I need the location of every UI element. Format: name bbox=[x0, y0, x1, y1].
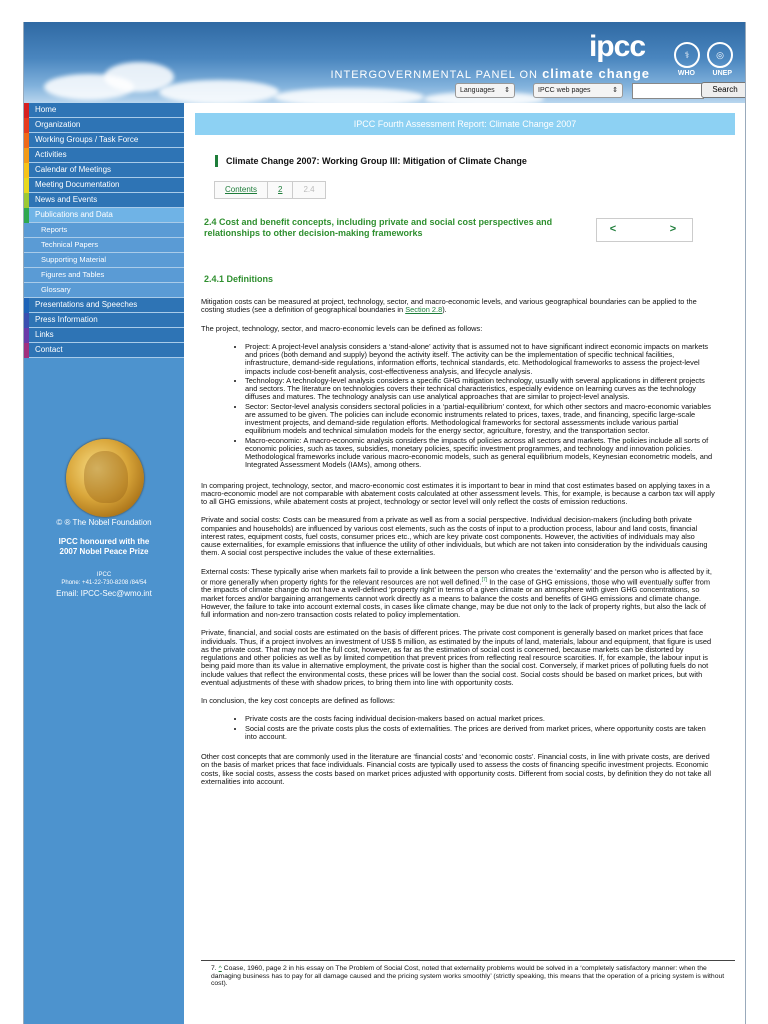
sidebar-item-presentations-and-speeches[interactable] bbox=[24, 298, 184, 313]
list-item: • Project: A project-level analysis considers a ‘stand-alone’ activity that is assumed not to have significant indirect economic impacts on markets and prices (both demand and supply) beyond the activity itself. The activity can be the implementation of specific technical facilities, infrastructure, demand-side regulations, information efforts, technical standards, etc. Methodological frameworks to assess the project-level impacts include cost-benefit analysis, cost-effectiveness analysis, and lifecycle analysis. bbox=[245, 343, 715, 376]
who-emblem-icon: ⚕ bbox=[674, 42, 700, 68]
nobel-honour-line2: 2007 Nobel Peace Prize bbox=[59, 547, 149, 556]
paragraph: Other cost concepts that are commonly used in the literature are ‘financial costs’ and ‘economic costs’. Financial costs, in line with private costs, are derived on the basis of market prices that face individuals. Financial costs are typically used to assess the costs of financing specific investment projects. Economic costs, like social costs, assess the costs based on market prices adjusted with opportunity costs. Different from social costs, by definition they do not take all externalities into account. bbox=[201, 752, 712, 786]
levels-list bbox=[201, 343, 715, 470]
sidebar-item-label: News and Events bbox=[35, 195, 98, 204]
paragraph-text: Mitigation costs can be measured at project, technology, sector, and macro-economic levels, and various geographical boundaries can be applied to the costing studies (see a definition of geographical boundaries in bbox=[201, 297, 697, 315]
sidebar bbox=[24, 103, 184, 1024]
sidebar-item-publications-and-data[interactable] bbox=[24, 208, 184, 223]
header-banner bbox=[24, 22, 745, 103]
report-title: IPCC Fourth Assessment Report: Climate Change 2007 bbox=[195, 113, 735, 135]
paragraph-text: External costs: These typically arise when markets fail to provide a link between the person who creates the ‘externality’ and the person who is affected by it, or more generally when property rights for the relevant resources are not well defined. bbox=[201, 566, 712, 587]
languages-select[interactable] bbox=[455, 83, 515, 98]
sidebar-subitem-reports[interactable] bbox=[24, 223, 184, 238]
sidebar-item-label: Links bbox=[35, 330, 54, 339]
sidebar-subitem-supporting-material[interactable] bbox=[24, 253, 184, 268]
paragraph: Private, financial, and social costs are estimated on the basis of different prices. The private cost component is generally based on market prices that face individuals. Thus, if a project involves an investment of US$ 5 million, as estimated by the inputs of land, materials, labour and equipment, that figure is used as the private cost. That may not be the full cost, however, as far as the estimation of social cost is concerned, because markets can be distorted by regulations and other policies as well as by limited competition that prevent prices from reflecting real resource scarcities. If, for example, the labour input is being paid more than its value in alternative employment, the private cost is higher than the social cost. Conversely, if market prices of polluting fuels do not include values that reflect the environmental costs, these prices will be lower than the social cost. Social costs should be based on market prices, but with eventual adjustments of these with shadow prices, to bring them into line with opportunity costs. bbox=[201, 628, 712, 687]
sidebar-subnav bbox=[24, 223, 184, 298]
sidebar-subitem-glossary[interactable] bbox=[24, 283, 184, 298]
sidebar-item-label: Activities bbox=[35, 150, 67, 159]
sidebar-subitem-figures-and-tables[interactable] bbox=[24, 268, 184, 283]
nav-color-stripe bbox=[24, 313, 29, 328]
sidebar-item-label: Figures and Tables bbox=[41, 270, 105, 279]
sidebar-item-activities[interactable] bbox=[24, 148, 184, 163]
paragraph bbox=[201, 568, 715, 620]
web-pages-label: IPCC web pages bbox=[538, 87, 591, 94]
paragraph: In conclusion, the key cost concepts are defined as follows: bbox=[201, 696, 395, 706]
nobel-medal-image bbox=[66, 439, 144, 517]
breadcrumb bbox=[214, 181, 325, 199]
nav-color-stripe bbox=[24, 328, 29, 343]
nobel-credit: © ® The Nobel Foundation bbox=[56, 518, 152, 527]
breadcrumb-current: 2.4 bbox=[292, 181, 325, 199]
footnote-back-link[interactable]: ^ bbox=[218, 965, 222, 972]
list-item: • Macro-economic: A macro-economic analysis considers the impacts of policies across all sectors and markets. The policies include all sorts of economic policies, such as taxes, subsidies, monetary policies, specific investment programmes, and technology and innovation policies. Methodological frameworks include various macro-economic models, such as general equilibrium models, Keynesian econometric models, and Integrated Assessment Models (IAMs), among others. bbox=[245, 437, 715, 470]
unep-emblem-icon: ◎ bbox=[707, 42, 733, 68]
breadcrumb-item[interactable] bbox=[267, 181, 293, 199]
org-name bbox=[330, 66, 650, 81]
nav-color-stripe bbox=[24, 103, 29, 118]
contact-email-link[interactable]: Email: IPCC-Sec@wmo.int bbox=[56, 589, 152, 598]
breadcrumb-item[interactable] bbox=[214, 181, 268, 199]
list-item: • Social costs are the private costs plus the costs of externalities. The prices are derived from market prices, where opportunity costs are taken into account. bbox=[245, 725, 715, 742]
page-frame bbox=[23, 22, 746, 1024]
who-label: WHO bbox=[677, 70, 695, 77]
search-input[interactable] bbox=[632, 83, 704, 99]
list-item: • Technology: A technology-level analysis considers a specific GHG mitigation technology, usually with several applications in different projects and sectors. The literature on technologies covers their technical characteristics, especially evidence on learning curves as the technology diffuses and matures. The technology analysis can use analytical approaches that are similar to project-level analysis. bbox=[245, 377, 715, 402]
section-link[interactable]: Section 2.8 bbox=[405, 305, 443, 315]
list-item: • Sector: Sector-level analysis considers sectoral policies in a ‘partial-equilibrium’ context, for which other sectors and macro-economic variables are assumed to be given. The policies can include economic instruments related to prices, taxes, trade, and financing, specific large-scale investment projects, and demand-side regulation efforts. Methodological frameworks for sectoral assessments include various partial equilibrium models and technical simulation models for the energy sector, agriculture, forestry, and the transportation sector. bbox=[245, 403, 715, 436]
working-group-title: Climate Change 2007: Working Group III: Mitigation of Climate Change bbox=[215, 155, 527, 167]
sidebar-subitem-technical-papers[interactable] bbox=[24, 238, 184, 253]
contact-org: IPCC bbox=[96, 572, 112, 578]
sidebar-item-label: Supporting Material bbox=[41, 255, 107, 264]
sidebar-item-press-information[interactable] bbox=[24, 313, 184, 328]
nav-color-stripe bbox=[24, 343, 29, 358]
chevron-updown-icon: ⇕ bbox=[612, 87, 618, 94]
sidebar-item-label: Reports bbox=[41, 225, 68, 234]
org-suffix: climate change bbox=[542, 66, 650, 81]
sidebar-nav bbox=[24, 103, 184, 223]
footnote-text: Coase, 1960, page 2 in his essay on The Problem of Social Cost, noted that externality problems would be solved in a ‘completely satisfactory manner: when the damaging business has to pay for all damage caused and the pricing system works smoothly’ (strictly speaking, this means that the operation of a pricing system is without cost). bbox=[211, 965, 725, 988]
nobel-honour-line1: IPCC honoured with the bbox=[58, 537, 150, 546]
next-section-button[interactable]: > bbox=[669, 223, 677, 235]
section-pager bbox=[596, 218, 693, 242]
footnote-divider bbox=[201, 960, 735, 961]
sidebar-item-label: Calendar of Meetings bbox=[35, 165, 112, 174]
sidebar-item-label: Home bbox=[35, 105, 57, 114]
paragraph-text: In the case of GHG emissions, those who will eventually suffer from the impacts of climate change do not have a well-defined ‘property right’ in terms of a given climate or an atmosphere with given GHG concentrations, so market forces and/or bargaining arrangements cannot work directly as a means to balance the costs and benefits of GHG emissions and climate change. However, the failure to take into account external costs, in cases like climate change, may be due not only to the lack of property rights, but also the lack of full information and non-zero transaction costs related to policy implementation. bbox=[201, 577, 711, 620]
sidebar-item-label: Press Information bbox=[35, 315, 98, 324]
list-item: • Private costs are the costs facing individual decision-makers based on actual market prices. bbox=[245, 715, 715, 723]
sidebar-item-news-and-events[interactable] bbox=[24, 193, 184, 208]
nav-color-stripe bbox=[24, 133, 29, 148]
web-pages-select[interactable] bbox=[533, 83, 623, 98]
article-body bbox=[201, 298, 715, 796]
breadcrumb-contents-link[interactable]: Contents bbox=[225, 185, 258, 194]
footnote-number: 7. bbox=[211, 965, 217, 972]
footnote-ref-link[interactable]: [7] bbox=[481, 576, 488, 583]
sidebar-item-label: Contact bbox=[35, 345, 63, 354]
search-button[interactable]: Search bbox=[701, 82, 745, 98]
key-costs-list bbox=[201, 715, 715, 741]
sidebar-item-home[interactable] bbox=[24, 103, 184, 118]
nav-color-stripe bbox=[24, 208, 29, 223]
unep-label: UNEP bbox=[712, 70, 732, 77]
sidebar-item-contact[interactable] bbox=[24, 343, 184, 358]
nav-color-stripe bbox=[24, 148, 29, 163]
sidebar-item-label: Meeting Documentation bbox=[35, 180, 120, 189]
nobel-portrait-icon bbox=[84, 451, 128, 503]
sidebar-item-label: Glossary bbox=[41, 285, 71, 294]
paragraph-text: ). bbox=[442, 305, 447, 315]
sidebar-item-label: Technical Papers bbox=[41, 240, 99, 249]
sidebar-item-label: Organization bbox=[35, 120, 81, 129]
subsection-title: 2.4.1 Definitions bbox=[204, 274, 274, 284]
paragraph: In comparing project, technology, sector, and macro-economic cost estimates it is important to bear in mind that cost estimates based on applying taxes in a macro-economic model are not comparable with abatement costs calculated at other assessment levels. This, for example, is because a carbon tax will apply to all GHG emissions, while abatement costs at project, technology or sector level will only reflect the costs of emission reductions. bbox=[201, 480, 715, 506]
nav-color-stripe bbox=[24, 178, 29, 193]
contact-phone: Phone: +41-22-730-8208 /84/54 bbox=[61, 580, 147, 586]
sidebar-item-working-groups-task-force[interactable] bbox=[24, 133, 184, 148]
chevron-updown-icon: ⇕ bbox=[504, 87, 510, 94]
languages-label: Languages bbox=[460, 87, 495, 94]
ipcc-logo[interactable]: ipcc bbox=[588, 30, 645, 63]
paragraph bbox=[201, 298, 715, 315]
sidebar-item-links[interactable] bbox=[24, 328, 184, 343]
nav-color-stripe bbox=[24, 163, 29, 178]
sidebar-item-calendar-of-meetings[interactable] bbox=[24, 163, 184, 178]
footnote bbox=[211, 965, 731, 988]
paragraph: Private and social costs: Costs can be measured from a private as well as from a social perspective. Individual decision-makers (including both private companies and households) are influenced by various cost elements, such as the costs of input to a production process, labour and land costs, financial interest rates, equipment costs, fuel costs, consumer prices etc., which are key private cost components. However, the activities of individuals may also cause externalities, for example emissions that influence the utility of other individuals, but which are not taken into consideration by the individuals causing them. A social cost perspective includes the value of these externalities. bbox=[201, 515, 708, 558]
paragraph: The project, technology, sector, and macro-economic levels can be defined as follows: bbox=[201, 323, 483, 333]
sidebar-item-label: Publications and Data bbox=[35, 210, 113, 219]
sidebar-nav-lower bbox=[24, 298, 184, 358]
sidebar-item-organization[interactable] bbox=[24, 118, 184, 133]
nav-color-stripe bbox=[24, 118, 29, 133]
breadcrumb-chapter-link[interactable]: 2 bbox=[278, 185, 283, 194]
section-title: 2.4 Cost and benefit concepts, including private and social cost perspectives and relationships to other decision-making frameworks bbox=[204, 217, 553, 238]
org-prefix: INTERGOVERNMENTAL PANEL ON bbox=[330, 69, 538, 81]
sidebar-item-label: Presentations and Speeches bbox=[35, 300, 138, 309]
previous-section-button[interactable]: < bbox=[609, 223, 617, 235]
nav-color-stripe bbox=[24, 298, 29, 313]
sidebar-item-label: Working Groups / Task Force bbox=[35, 135, 139, 144]
nav-color-stripe bbox=[24, 193, 29, 208]
sidebar-item-meeting-documentation[interactable] bbox=[24, 178, 184, 193]
